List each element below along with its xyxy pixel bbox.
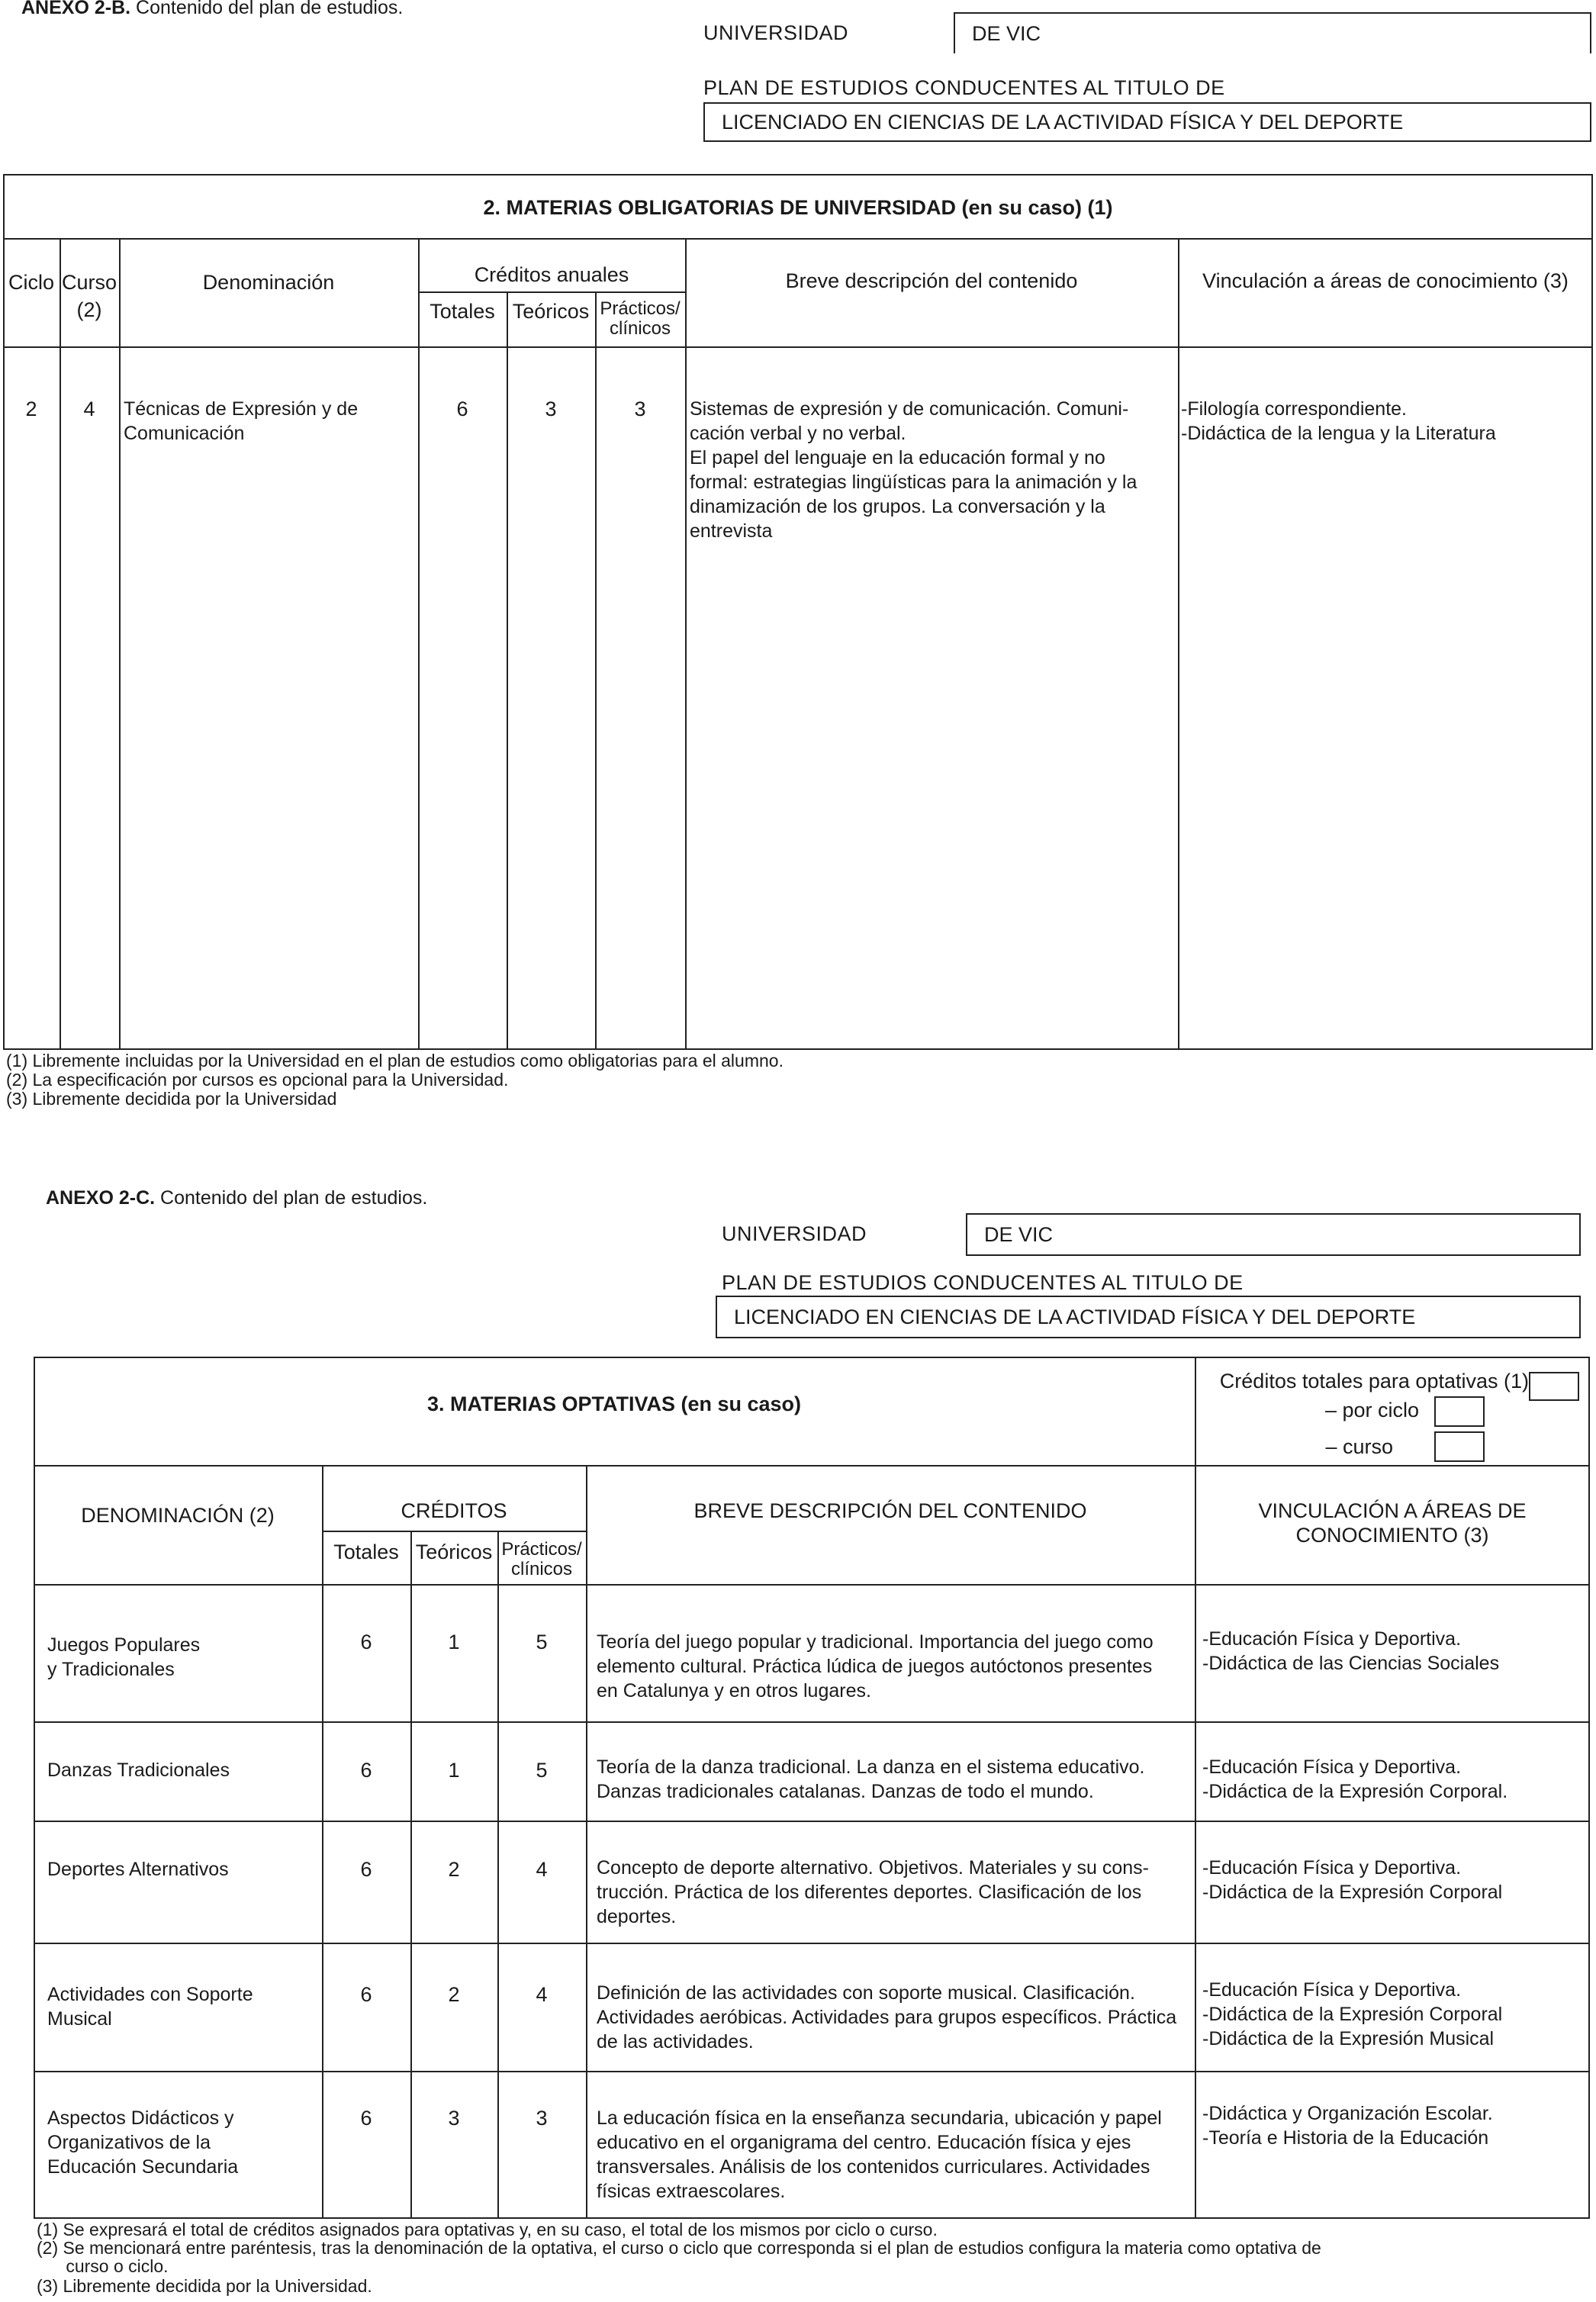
cell-teoricos: 3	[448, 2107, 460, 2130]
row-denominacion: Técnicas de Expresión y de Comunicación	[124, 398, 359, 444]
cell-practicos: 4	[536, 1858, 548, 1881]
cell-descripcion: Teoría del juego popular y tradicional. Importancia del juego como elemento cultural. Práctica lúdica de juegos autóctonos presentes en Catalunya y en otros lugares.	[597, 1631, 1154, 1702]
titulo-value: LICENCIADO EN CIENCIAS DE LA ACTIVIDAD FÍSICA Y DEL DEPORTE	[734, 1305, 1416, 1328]
row-practicos: 3	[634, 398, 646, 420]
cell-totales: 6	[360, 2107, 372, 2130]
titulo-field	[716, 1296, 1581, 1338]
cell-descripcion: Concepto de deporte alternativo. Objetivos. Materiales y su cons- trucción. Práctica de los diferentes deportes. Clasificación de los deportes.	[597, 1857, 1149, 1927]
cell-teoricos: 1	[448, 1631, 460, 1653]
row-curso: 4	[83, 398, 95, 420]
table-title: 3. MATERIAS OPTATIVAS (en su caso)	[426, 1392, 802, 1415]
footnote: (2) Se mencionará entre paréntesis, tras la denominación de la optativa, el curso o ciclo que corresponda si el plan de estudios configura la materia como optativa de	[37, 2238, 1321, 2258]
curso-label: – curso	[1325, 1435, 1393, 1458]
cell-totales: 6	[360, 1983, 372, 2006]
col-creditos: CRÉDITOS	[401, 1499, 507, 1522]
footnote: curso o ciclo.	[37, 2256, 169, 2276]
anexo-b-title: ANEXO 2-B. Contenido del plan de estudios.	[21, 0, 404, 18]
universidad-field	[954, 12, 1591, 53]
footnote: (3) Libremente decidida por la Universidad.	[37, 2276, 372, 2296]
cell-descripcion: Teoría de la danza tradicional. La danza en el sistema educativo. Danzas tradicionales catalanas. Danzas de todo el mundo.	[597, 1756, 1145, 1802]
cell-vinculacion: -Didáctica y Organización Escolar. -Teoría e Historia de la Educación	[1202, 2103, 1493, 2149]
universidad-value: DE VIC	[984, 1222, 1054, 1246]
cell-vinculacion: -Educación Física y Deportiva. -Didáctica de la Expresión Corporal.	[1202, 1756, 1508, 1802]
row-vinculacion: -Filología correspondiente. -Didáctica de la lengua y la Literatura	[1181, 398, 1496, 444]
col-ciclo: Ciclo	[8, 271, 54, 294]
col-practicos: Prácticos/ clínicos	[501, 1539, 582, 1579]
cell-vinculacion: -Educación Física y Deportiva. -Didáctica de la Expresión Corporal -Didáctica de la Expresión Musical	[1202, 1979, 1503, 2049]
col-totales: Totales	[333, 1541, 399, 1563]
cell-practicos: 5	[536, 1759, 548, 1782]
col-curso: Curso	[61, 271, 117, 294]
table-row-denominacion: Deportes Alternativos	[47, 1859, 229, 1880]
row-totales: 6	[456, 398, 468, 420]
row-ciclo: 2	[25, 398, 37, 420]
row-teoricos: 3	[545, 398, 557, 420]
col-vinculacion: VINCULACIÓN A ÁREAS DE CONOCIMIENTO (3)	[1258, 1499, 1527, 1547]
plan-label: PLAN DE ESTUDIOS CONDUCENTES AL TITULO DE	[703, 76, 1225, 99]
curso-box	[1434, 1431, 1485, 1462]
cell-teoricos: 2	[448, 1858, 460, 1881]
table-row-denominacion: Actividades con Soporte Musical	[47, 1984, 253, 2030]
col-practicos: Prácticos/ clínicos	[600, 298, 681, 339]
footnote: (2) La especificación por cursos es opcional para la Universidad.	[6, 1070, 509, 1090]
creditos-totales-label: Créditos totales para optativas (1)	[1219, 1370, 1529, 1392]
cell-totales: 6	[360, 1858, 372, 1881]
universidad-value: DE VIC	[972, 21, 1041, 45]
cell-totales: 6	[360, 1631, 372, 1653]
cell-practicos: 5	[536, 1631, 548, 1653]
col-descripcion: Breve descripción del contenido	[785, 269, 1078, 292]
universidad-label: UNIVERSIDAD	[703, 21, 849, 44]
por-ciclo-label: – por ciclo	[1324, 1399, 1419, 1421]
creditos-totales-box	[1529, 1372, 1579, 1401]
cell-descripcion: La educación física en la enseñanza secundaria, ubicación y papel educativo en el organigrama del centro. Educación física y ejes transversales. Análisis de los contenidos curriculares. Actividades físicas extraescolares.	[597, 2107, 1162, 2202]
plan-label: PLAN DE ESTUDIOS CONDUCENTES AL TITULO DE	[722, 1271, 1244, 1294]
cell-teoricos: 1	[448, 1759, 460, 1782]
por-ciclo-box	[1434, 1396, 1485, 1427]
cell-practicos: 4	[536, 1983, 548, 2006]
table-row-denominacion: Aspectos Didácticos y Organizativos de la Educación Secundaria	[47, 2107, 239, 2178]
col-creditos-anuales: Créditos anuales	[474, 263, 629, 286]
universidad-label: UNIVERSIDAD	[722, 1222, 867, 1245]
col-teoricos: Teóricos	[415, 1541, 493, 1563]
table-row-denominacion: Danzas Tradicionales	[47, 1760, 230, 1781]
col-descripcion: BREVE DESCRIPCIÓN DEL CONTENIDO	[693, 1499, 1087, 1522]
cell-vinculacion: -Educación Física y Deportiva. -Didáctica de las Ciencias Sociales	[1202, 1628, 1500, 1674]
titulo-value: LICENCIADO EN CIENCIAS DE LA ACTIVIDAD FÍSICA Y DEL DEPORTE	[722, 110, 1404, 134]
col-curso-note: (2)	[76, 298, 102, 321]
col-vinculacion: Vinculación a áreas de conocimiento (3)	[1202, 269, 1569, 292]
col-teoricos: Teóricos	[512, 300, 590, 323]
materias-obligatorias-table	[3, 174, 1593, 1050]
col-totales: Totales	[430, 300, 495, 323]
row-descripcion: Sistemas de expresión y de comunicación. Comuni- cación verbal y no verbal. El papel del lenguaje en la educación formal y no formal: estrategias lingüísticas para la animación y la dinamización de los grupos. La conversación y la entrevista	[690, 398, 1137, 542]
universidad-field	[966, 1213, 1581, 1256]
cell-teoricos: 2	[448, 1983, 460, 2006]
titulo-field	[703, 102, 1591, 142]
cell-descripcion: Definición de las actividades con soporte musical. Clasificación. Actividades aeróbicas. Actividades para grupos específicos. Práctica de las actividades.	[597, 1982, 1177, 2052]
col-denominacion: DENOMINACIÓN (2)	[81, 1504, 275, 1527]
anexo-c-title: ANEXO 2-C. Contenido del plan de estudios.	[46, 1187, 428, 1209]
footnote: (3) Libremente decidida por la Universidad	[6, 1089, 337, 1109]
cell-totales: 6	[360, 1759, 372, 1782]
cell-vinculacion: -Educación Física y Deportiva. -Didáctica de la Expresión Corporal	[1202, 1857, 1503, 1903]
col-denominacion: Denominación	[202, 271, 335, 294]
footnote: (1) Se expresará el total de créditos asignados para optativas y, en su caso, el total de los mismos por ciclo o curso.	[37, 2220, 938, 2239]
footnote: (1) Libremente incluidas por la Universidad en el plan de estudios como obligatorias para el alumno.	[6, 1051, 784, 1071]
table-title: 2. MATERIAS OBLIGATORIAS DE UNIVERSIDAD (en su caso) (1)	[483, 196, 1113, 219]
cell-practicos: 3	[536, 2107, 548, 2130]
table-row-denominacion: Juegos Populares y Tradicionales	[47, 1634, 201, 1680]
